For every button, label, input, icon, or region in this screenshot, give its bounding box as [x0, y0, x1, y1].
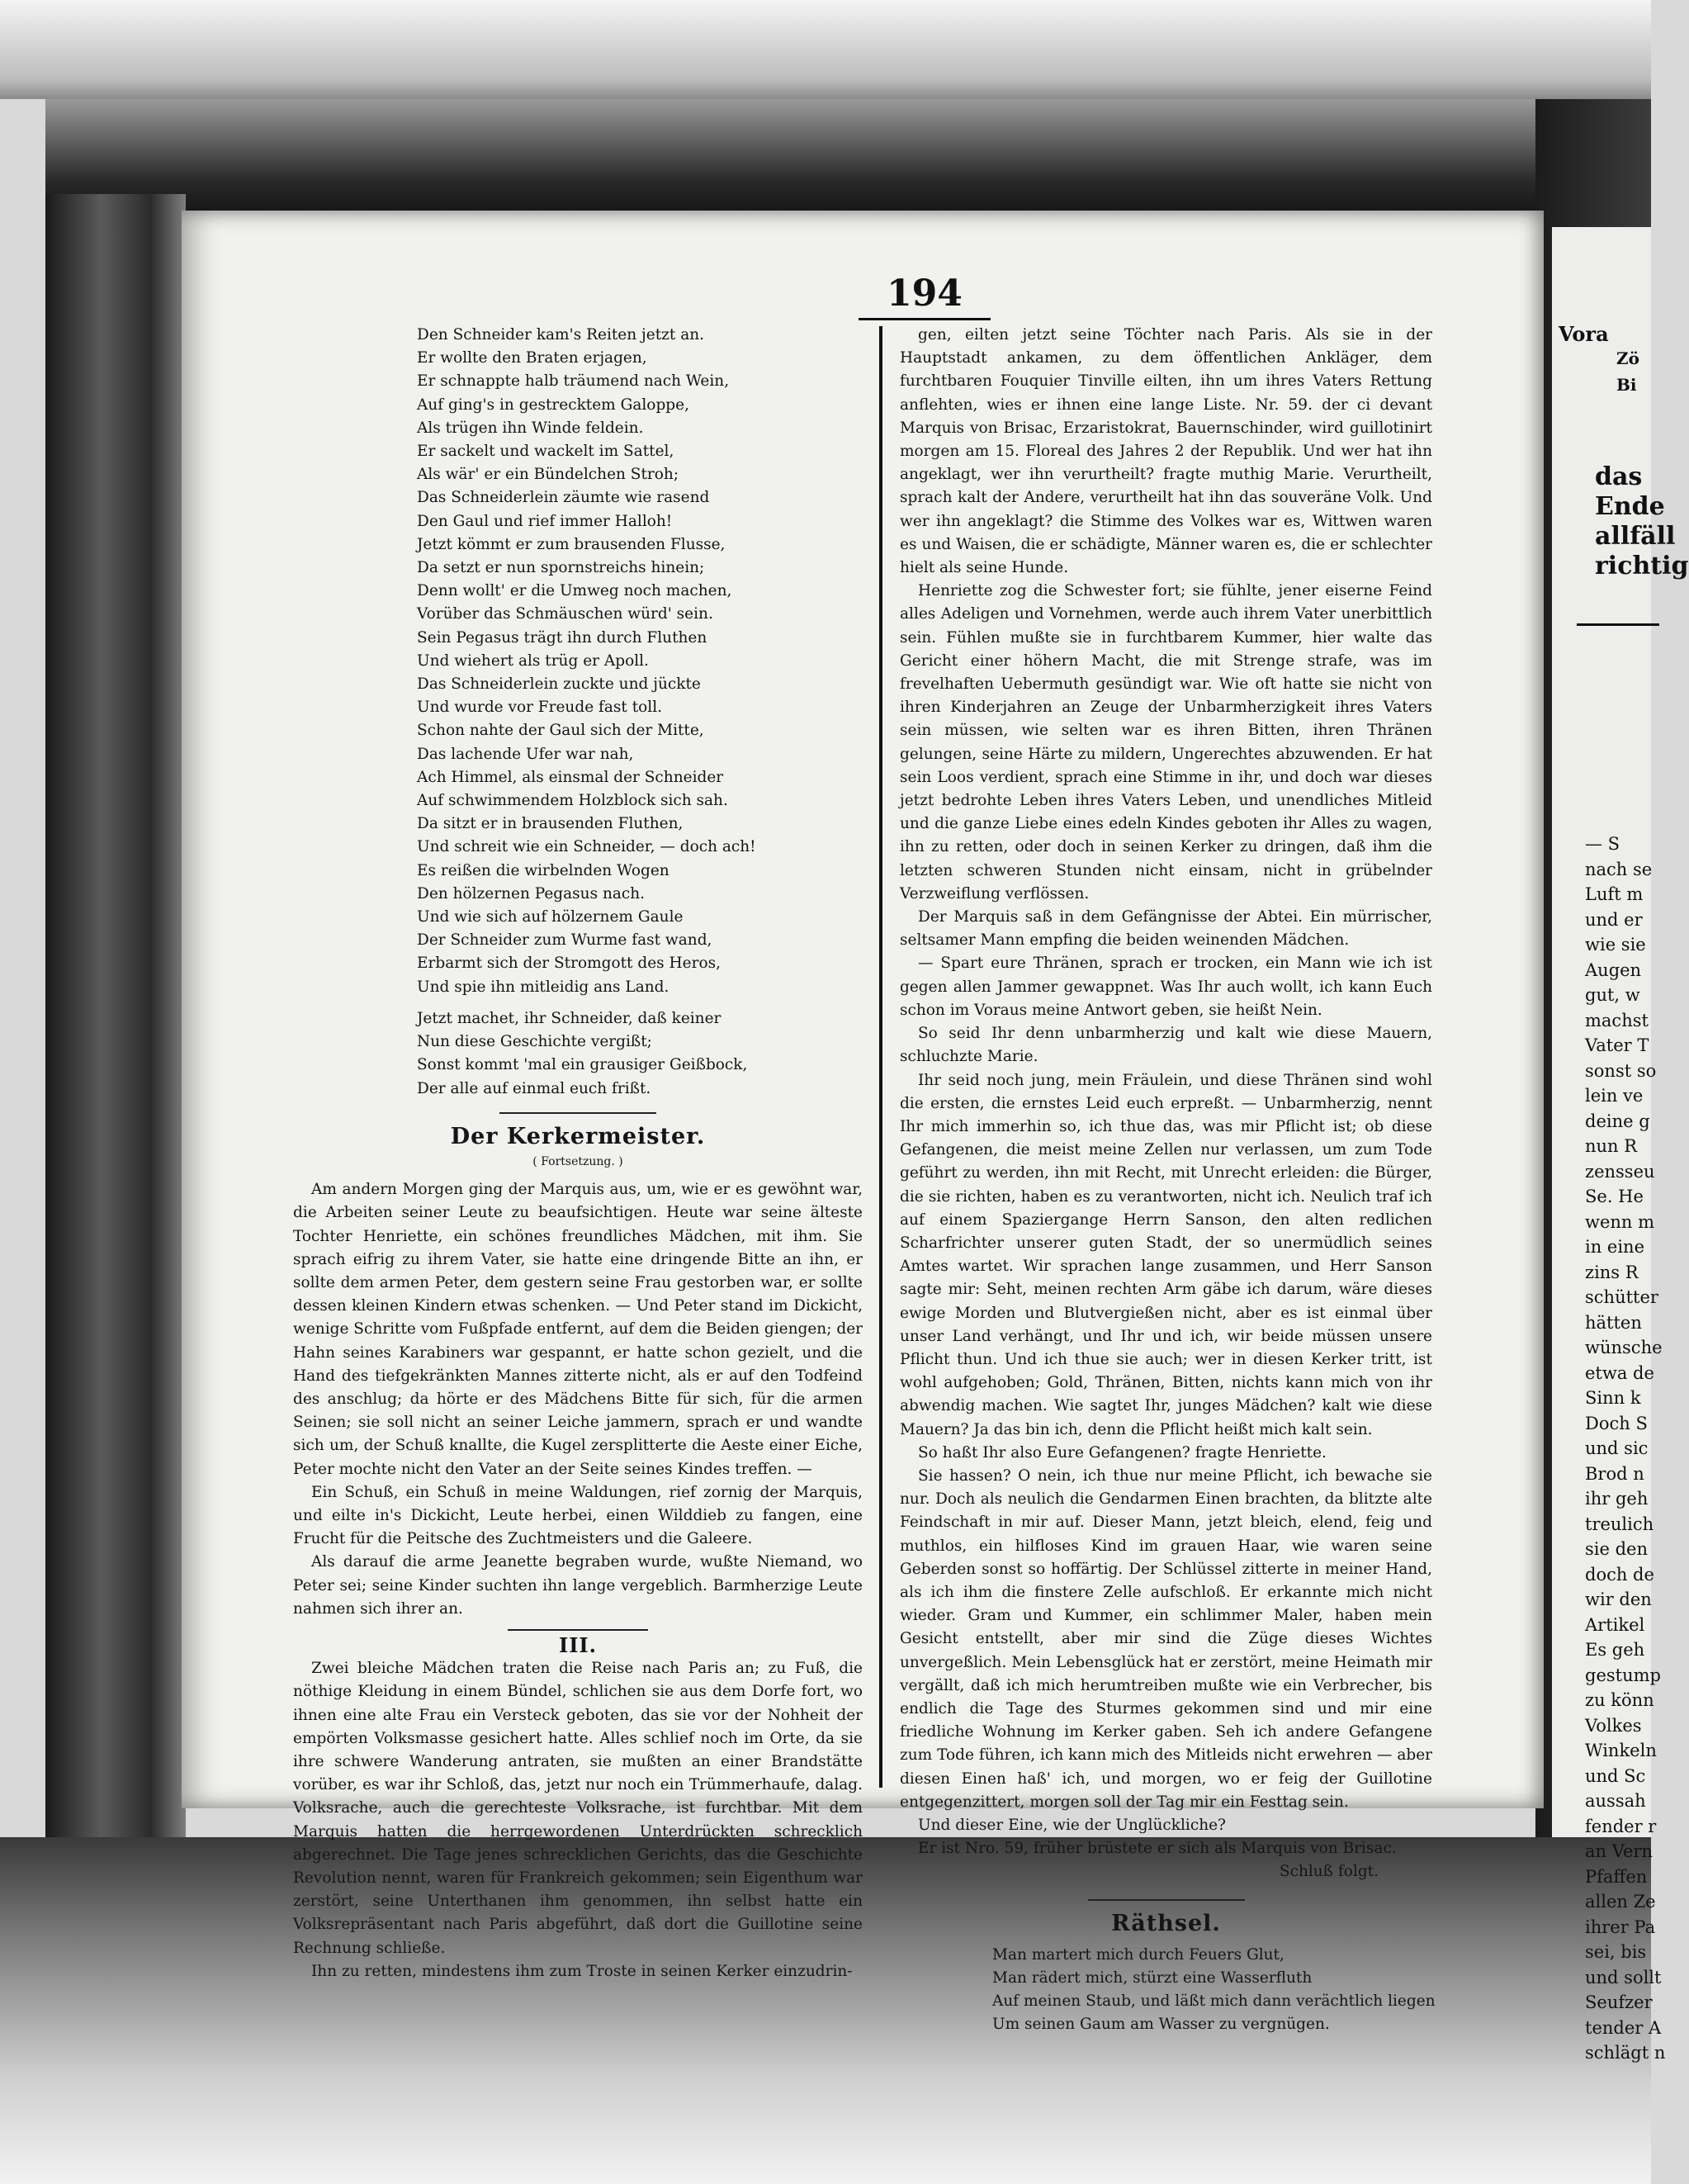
poem-line: Er wollte den Braten erjagen,: [417, 349, 647, 367]
adjacent-page-line: doch de: [1585, 1564, 1654, 1585]
poem-lines: [417, 324, 863, 999]
adjacent-page-line: wünsche: [1585, 1338, 1663, 1357]
adjacent-page-line: wenn m: [1585, 1211, 1655, 1232]
adjacent-page-line: Winkeln: [1585, 1741, 1657, 1760]
left-column: [293, 324, 863, 1983]
adjacent-page-line: gestump: [1585, 1665, 1661, 1685]
section-rule: [508, 1629, 648, 1631]
adjacent-page-line: Pfaffen: [1585, 1866, 1648, 1887]
poem-line: Das Schneiderlein zäumte wie rasend: [417, 489, 710, 507]
adjacent-page-line: tender A: [1585, 2017, 1662, 2038]
adjacent-page-line: ihrer Pa: [1585, 1916, 1656, 1937]
adjacent-page-line: Brod n: [1585, 1463, 1644, 1484]
riddle-line: Man rädert mich, stürzt eine Wasserfluth: [992, 1969, 1313, 1987]
poem-line: Und schreit wie ein Schneider, — doch ach!: [417, 838, 756, 856]
poem-line: Den Gaul und rief immer Halloh!: [417, 512, 673, 530]
adjacent-page-line: Augen: [1585, 959, 1642, 980]
riddle-line: Auf meinen Staub, und läßt mich dann verächtlich liegen: [992, 1992, 1436, 2011]
poem-line: Das Schneiderlein zuckte und jückte: [417, 675, 701, 694]
adjacent-page-line: zins R: [1585, 1262, 1639, 1282]
story-paragraph: Ihr seid noch jung, mein Fräulein, und diese Thränen sind wohl die ersten, die ernstes Leid euch erpreßt. — Unbarmherzig, nennt Ihr mich immerhin so, ich thue das, was mir Pflicht ist; ob diese Gefangenen, die meist meine Zellen nur verlassen, um zum Tode geführt zu werden, ihn mit Recht, mit Unrecht erleiden: die Bürger, die sie richten, haben es zu verantworten, nicht ich. Neulich traf ich auf einem Spaziergange Herrn Sanson, den alten redlichen Scharfrichter unserer guten Stadt, der so unermüdlich seines Amtes wartet. Wir sprachen lange zusammen, und Herr Sanson sagte mir: Seht, meinen rechten Arm gäbe ich darum, wäre dieses ewige Morden und Blutvergießen nicht, aber es ist einmal über unser Land verhängt, und Ihr und ich, wir beide müssen unsere Pflicht thun. Und ich thue sie auch; wer in diesen Kerker tritt, ist wohl aufgehoben; Gold, Thränen, Bitten, nichts kann mich von ihr abwendig machen. Wie sagtet Ihr, junges Mädchen? kalt wie diese Mauern? Ja das bin ich, denn die Pflicht heißt mich kalt sein.: [900, 1071, 1432, 1438]
adjacent-page-line: Es geh: [1585, 1640, 1645, 1660]
poem-line: Jetzt kömmt er zum brausenden Flusse,: [417, 535, 726, 553]
adjacent-page-line: ihr geh: [1585, 1489, 1649, 1509]
story-paragraph: Henriette zog die Schwester fort; sie fühlte, jener eiserne Feind alles Adeligen und Vornehmen, werde auch ihrem Vater unerbittlich sein. Fühlen mußte sie in furchtbarem Kummer, hier walte das Gericht einer höhern Macht, die mit Strenge strafe, was im frevelhaften Uebermuth gesündigt war. Wie oft hatte sie nicht von ihren Kinderjahren an Zeuge der Unbarmherzigkeit ihres Vaters sein müssen, wie selten war es ihren Bitten, ihren Thränen gelungen, seine Härte zu mildern, Ungerechtes abzuwenden. Er hat sein Loos verdient, sprach eine Stimme in ihr, und doch war dieses jetzt bedrohte Leben ihres Vaters Leben, und unendliches Mitleid und die ganze Liebe eines edeln Kindes geboten ihr Alles zu wagen, ihn zu retten, oder doch in seinen Kerker zu dringen, daß ihm die letzten schweren Stunden nicht einsam, nicht in grübelnder Verzweiflung verflössen.: [900, 582, 1432, 902]
riddle-lines: [900, 1944, 1436, 2037]
adjacent-page-line: Seufzer: [1585, 1992, 1653, 2012]
poem-line: Jetzt machet, ihr Schneider, daß keiner: [417, 1009, 721, 1027]
poem-line: Als trügen ihn Winde feldein.: [417, 419, 644, 437]
adjacent-page-line: und sic: [1585, 1438, 1649, 1458]
adjacent-page-word: allfäll: [1595, 522, 1676, 551]
adjacent-page-word: Ende: [1595, 492, 1665, 521]
adjacent-page-line: schlägt n: [1585, 2043, 1666, 2063]
right-column: [900, 324, 1436, 2037]
adjacent-page-line: wie sie: [1585, 935, 1646, 955]
column-divider: [879, 326, 882, 1788]
adjacent-page-word: Zö: [1616, 348, 1639, 368]
adjacent-page-line: — S: [1585, 834, 1620, 854]
adjacent-page-line: sie den: [1585, 1539, 1648, 1559]
story-paragraph: Als darauf die arme Jeanette begraben wurde, wußte Niemand, wo Peter sei; seine Kinder suchten ihn lange vergeblich. Barmherzige Leute nahmen sich ihrer an.: [293, 1553, 863, 1618]
section-rule: [1088, 1899, 1245, 1901]
adjacent-page-line: Doch S: [1585, 1413, 1648, 1433]
adjacent-page-rule: [1577, 623, 1659, 626]
section-rule: [499, 1112, 656, 1114]
poem-line: Schon nahte der Gaul sich der Mitte,: [417, 722, 704, 740]
story-section-paragraph: Zwei bleiche Mädchen traten die Reise nach Paris an; zu Fuß, die nöthige Kleidung in einem Bündel, schlichen sie aus dem Dorfe fort, wo ihnen eine alte Frau ein Versteck geboten, das sie vor der Nohheit der empörten Volksmasse gesichert hatte. Alles schlief noch im Orte, da sie ihre schwere Wanderung antraten, sie mußten an einer Brandstätte vorüber, es war ihr Schloß, das, jetzt nur noch ein Trümmerhaufe, dalag. Volksrache, auch die gerechteste Volksrache, ist furchtbar. Mit dem Marquis hatten die herrgewordenen Unterdrückten schrecklich abgerechnet. Die Tage jenes schrecklichen Gerichts, das die Geschichte Revolution nennt, waren für Frankreich gekommen; sein Eigenthum war zerstört, seine Unterthanen ihm genommen, ihn selbst hatte ein Volksrepräsentant nach Paris abgeführt, daß dort die Guillotine seine Rechnung schließe.: [293, 1660, 863, 1957]
adjacent-page-line: deine g: [1585, 1111, 1650, 1131]
poem-line: Nun diese Geschichte vergißt;: [417, 1033, 652, 1051]
adjacent-page-line: lein ve: [1585, 1086, 1644, 1106]
poem-line: Der alle auf einmal euch frißt.: [417, 1079, 651, 1097]
poem-line: Vorüber das Schmäuschen würd' sein.: [417, 605, 713, 623]
adjacent-page-line: sei, bis: [1585, 1942, 1647, 1962]
poem-line: Er sackelt und wackelt im Sattel,: [417, 443, 674, 461]
adjacent-page-line: und sollt: [1585, 1967, 1662, 1987]
adjacent-page-line: Artikel: [1585, 1614, 1645, 1635]
story-paragraph: So seid Ihr denn unbarmherzig und kalt wie diese Mauern, schluchzte Marie.: [900, 1025, 1432, 1066]
poem-line: Und wie sich auf hölzernem Gaule: [417, 908, 684, 926]
adjacent-page-line: Se. He: [1585, 1187, 1644, 1206]
poem-line: Erbarmt sich der Stromgott des Heros,: [417, 955, 721, 973]
poem-line: Und spie ihn mitleidig ans Land.: [417, 978, 669, 996]
story-paragraph: gen, eilten jetzt seine Töchter nach Paris. Als sie in der Hauptstadt ankamen, zu dem öffentlichen Ankläger, dem furchtbaren Fouquier Tinville eilten, ihn um ihres Vaters Rettung anflehten, wies er ihnen eine lange Liste. Nr. 59. der ci devant Marquis von Brisac, Erzaristokrat, Bauernschinder, wird guillotinirt morgen am 15. Floreal des Jahres 2 der Republik. Und wer hat ihn angeklagt, wer ihn verurtheilt? fragte muthig Marie. Verurtheilt, sprach kalt der Andere, verurtheilt hat ihn das souveräne Volk. Und wer ihn angeklagt? die Stimme des Volkes war es, Wittwen waren es und Waisen, die er schädigte, Männer waren es, die er schlechter hielt als seine Hunde.: [900, 326, 1432, 577]
page-number: 194: [887, 272, 963, 315]
story-left-last-line: Ihn zu retten, mindestens ihm zum Troste in seinen Kerker einzudrin-: [311, 1962, 853, 1980]
poem-line: Den Schneider kam's Reiten jetzt an.: [417, 326, 705, 343]
adjacent-page-line: wir den: [1585, 1589, 1652, 1609]
poem-line: Da setzt er nun spornstreichs hinein;: [417, 559, 705, 577]
book-cover-edge: [45, 99, 1573, 215]
story-continuation-note: ( Fortsetzung. ): [532, 1154, 623, 1168]
adjacent-page-word: Bi: [1616, 375, 1637, 395]
story-paragraph: Ein Schuß, ein Schuß in meine Waldungen, rief zornig der Marquis, und eilte in's Dickicht, Leute herbei, einen Wilddieb zu fangen, eine Frucht für die Peitsche des Zuchtmeisters und die Galeere.: [293, 1483, 863, 1548]
adjacent-page-word: richtig: [1595, 552, 1689, 580]
story-paragraph: Der Marquis saß in dem Gefängnisse der Abtei. Ein mürrischer, seltsamer Mann empfing die beiden weinenden Mädchen.: [900, 908, 1432, 950]
film-margin-top: [0, 0, 1651, 99]
adjacent-page-line: zensseu: [1585, 1161, 1655, 1182]
adjacent-page-line: Vater T: [1585, 1035, 1649, 1055]
poem-line: Es reißen die wirbelnden Wogen: [417, 861, 669, 879]
poem-line: Sonst kommt 'mal ein grausiger Geißbock,: [417, 1056, 748, 1074]
adjacent-page-line: in eine: [1585, 1237, 1645, 1257]
poem-line: Ach Himmel, als einsmal der Schneider: [417, 768, 724, 786]
section-number: III.: [558, 1632, 598, 1657]
story-paragraph: Und dieser Eine, wie der Unglückliche?: [918, 1817, 1226, 1834]
adjacent-page-line: schütter: [1585, 1287, 1658, 1307]
adjacent-page-line: zu könn: [1585, 1690, 1654, 1710]
story-paragraph: Am andern Morgen ging der Marquis aus, um, wie er es gewöhnt war, die Arbeiten seiner Leute zu beaufsichtigen. Heute war seine älteste Tochter Henriette, ein schönes freundliches Mädchen, mit ihm. Sie sprach eifrig zu ihrem Vater, sie hatte eine dringende Bitte an ihn, er sollte dem armen Peter, dem gestern seine Frau gestorben war, er sollte dessen kleinen Kindern etwas schenken. — Und Peter stand im Dickicht, wenige Schritte vom Fußpfade entfernt, auf dem die Beiden giengen; der Hahn seines Karabiners war gespannt, er hatte schon gezielt, und die Hand des tiefgekränkten Mannes zitterte nicht, als er auf den Todfeind des anschlug; da hörte er des Mädchens Bitte für sich, für die armen Seinen; sie soll nicht an seiner Leiche jammern, sprach er und wandte sich um, der Schuß knallte, die Kugel zersplitterte die Aeste einer Eiche, Peter mochte nicht den Vater an der Seite seines Kindes treffen. —: [293, 1181, 863, 1478]
story-paragraph: So haßt Ihr also Eure Gefangenen? fragte Henriette.: [918, 1443, 1327, 1462]
poem-line: Und wiehert als trüg er Apoll.: [417, 651, 649, 670]
poem: [293, 324, 863, 1101]
adjacent-page-line: aussah: [1585, 1791, 1646, 1811]
riddle-title: Räthsel.: [1111, 1910, 1221, 1936]
poem-line: Auf ging's in gestrecktem Galoppe,: [417, 396, 689, 414]
adjacent-page-line: an Vern: [1585, 1841, 1653, 1861]
adjacent-page-line: Sinn k: [1585, 1388, 1641, 1408]
poem-line: Auf schwimmendem Holzblock sich sah.: [417, 792, 728, 810]
story-paragraph: Er ist Nro. 59, früher brüstete er sich als Marquis von Brisac.: [918, 1840, 1397, 1858]
adjacent-page-word: das: [1595, 462, 1643, 491]
poem-line: Da sitzt er in brausenden Fluthen,: [417, 815, 684, 833]
riddle-line: Man martert mich durch Feuers Glut,: [992, 1945, 1284, 1964]
adjacent-page-line: etwa de: [1585, 1362, 1654, 1383]
adjacent-page-line: Luft m: [1585, 884, 1644, 904]
adjacent-page-line: fender r: [1585, 1816, 1657, 1836]
adjacent-page-line: hätten: [1585, 1312, 1642, 1333]
poem-line: Als wär' er ein Bündelchen Stroh;: [417, 466, 679, 484]
story-paragraph: Sie hassen? O nein, ich thue nur meine Pflicht, ich bewache sie nur. Doch als neulich die Gendarmen Einen brachten, da blitzte alte Feindschaft in mir auf. Dieser Mann, jetzt bleich, elend, feig und muthlos, ein hilfloses Kind im grauen Haar, wie waren seine Geberden sonst so hoffärtig. Der Schlüssel zitterte in meiner Hand, als ich ihm die finstere Zelle aufschloß. Er erkannte mich nicht wieder. Gram und Kummer, ein schlimmer Maler, haben mein Gesicht entstellt, aber mir sind die Züge dieses Wichtes unvergeßlich. Mein Lebensglück hat er zerstört, meine Heimath mir vergällt, daß ich mich herumtreiben mußte wie ein Verbrecher, bis endlich die Tage des Sturmes gekommen sind und mir eine friedliche Wohnung im Kerker gaben. Seh ich andere Gefangene zum Tode führen, ich kann mich des Mitleids nicht erwehren — aber diesen Einen haß' ich, und morgen, wo er feig der Guillotine entgegenzittert, morgen soll der Tag mir ein Festtag sein.: [900, 1466, 1432, 1811]
story-left-paragraphs: [293, 1178, 863, 1621]
story-title: Der Kerkermeister.: [450, 1123, 706, 1149]
adjacent-page-line: nun R: [1585, 1136, 1638, 1156]
poem-line: Der Schneider zum Wurme fast wand,: [417, 931, 712, 950]
poem-line: Und wurde vor Freude fast toll.: [417, 699, 662, 717]
adjacent-page-line: und er: [1585, 909, 1643, 930]
poem-final-stanza: [417, 1007, 863, 1101]
story-right-paragraphs: [900, 324, 1432, 1860]
adjacent-page-line: gut, w: [1585, 985, 1640, 1005]
poem-line: Das lachende Ufer war nah,: [417, 745, 634, 763]
adjacent-page-fragment: [1552, 227, 1689, 2063]
adjacent-page-word: Vora: [1559, 322, 1609, 346]
poem-line: Er schnappte halb träumend nach Wein,: [417, 372, 730, 391]
adjacent-page-line: nach se: [1585, 859, 1653, 879]
riddle-line: Um seinen Gaum am Wasser zu vergnügen.: [992, 2016, 1330, 2034]
adjacent-page-line: und Sc: [1585, 1765, 1646, 1786]
book-spine: [45, 194, 186, 1837]
poem-line: Denn wollt' er die Umweg noch machen,: [417, 582, 732, 600]
to-be-continued: Schluß folgt.: [1279, 1863, 1379, 1881]
adjacent-page-line: sonst so: [1585, 1060, 1657, 1081]
poem-line: Sein Pegasus trägt ihn durch Fluthen: [417, 628, 707, 647]
adjacent-page-line: allen Ze: [1585, 1892, 1656, 1912]
adjacent-page-line: Volkes: [1585, 1715, 1642, 1736]
page-number-rule: [859, 318, 991, 320]
story-paragraph: — Spart eure Thränen, sprach er trocken, ein Mann wie ich ist gegen allen Jammer gewappnet. Was Ihr auch wollt, ich kann Euch schon im Voraus meine Antwort geben, sie heißt Nein.: [900, 955, 1432, 1019]
poem-line: Den hölzernen Pegasus nach.: [417, 884, 646, 902]
adjacent-page-line: treulich: [1585, 1514, 1654, 1534]
adjacent-page-line: machst: [1585, 1010, 1649, 1030]
